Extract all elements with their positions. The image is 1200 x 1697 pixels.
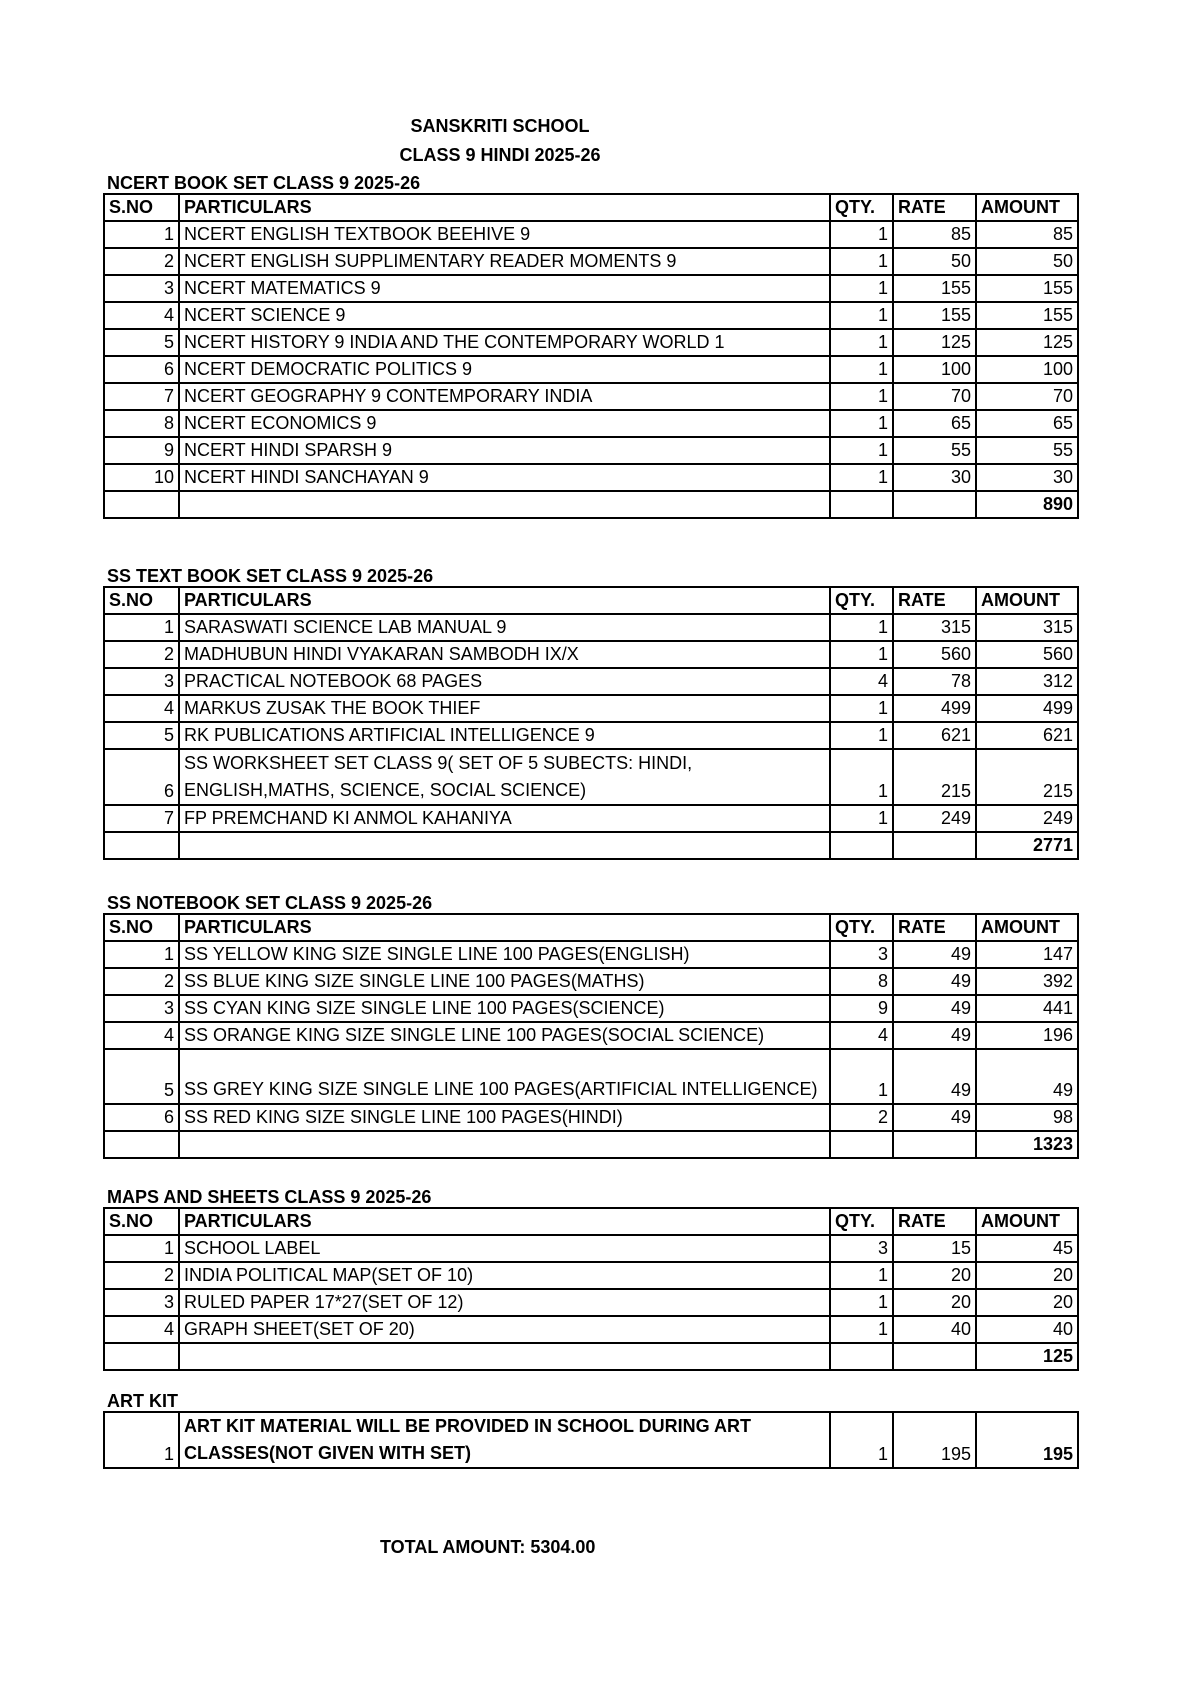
- cell-sno: 7: [104, 805, 179, 832]
- cell-rate: 55: [893, 437, 976, 464]
- cell-qty: 1: [830, 641, 893, 668]
- cell-rate: 78: [893, 668, 976, 695]
- table-row: [104, 1412, 1078, 1468]
- cell-rate: 155: [893, 302, 976, 329]
- cell-rate: 49: [893, 1049, 976, 1104]
- section-table: [103, 193, 1079, 519]
- cell-particulars: SS RED KING SIZE SINGLE LINE 100 PAGES(HINDI): [179, 1104, 830, 1131]
- cell-particulars: SS ORANGE KING SIZE SINGLE LINE 100 PAGES(SOCIAL SCIENCE): [179, 1022, 830, 1049]
- class-title: CLASS 9 HINDI 2025-26: [399, 145, 601, 165]
- cell-sno: 3: [104, 995, 179, 1022]
- cell-amount: 441: [976, 995, 1078, 1022]
- cell-rate: 49: [893, 1104, 976, 1131]
- cell-rate: 155: [893, 275, 976, 302]
- header-sno: S.NO: [104, 587, 179, 614]
- table-row: [104, 356, 1078, 383]
- cell-qty: 1: [830, 1316, 893, 1343]
- cell-sno: 5: [104, 1049, 179, 1104]
- section-heading: SS NOTEBOOK SET CLASS 9 2025-26: [107, 893, 433, 913]
- cell-rate: 49: [893, 1022, 976, 1049]
- cell-qty: 1: [830, 1262, 893, 1289]
- cell-sno: 5: [104, 329, 179, 356]
- table-row: [104, 1316, 1078, 1343]
- section-table: [103, 586, 1079, 860]
- cell-sno: 1: [104, 221, 179, 248]
- cell-rate: 30: [893, 464, 976, 491]
- cell-rate: 100: [893, 356, 976, 383]
- cell-qty: 1: [830, 383, 893, 410]
- cell-amount: 195: [976, 1412, 1078, 1468]
- cell-sno: 4: [104, 695, 179, 722]
- cell-rate: 499: [893, 695, 976, 722]
- table-row: [104, 1049, 1078, 1104]
- cell-empty: [893, 1343, 976, 1370]
- table-row: [104, 722, 1078, 749]
- cell-amount: 45: [976, 1235, 1078, 1262]
- cell-sno: 6: [104, 356, 179, 383]
- cell-qty: 1: [830, 356, 893, 383]
- table-row: [104, 248, 1078, 275]
- cell-rate: 249: [893, 805, 976, 832]
- header-particulars: PARTICULARS: [179, 914, 830, 941]
- cell-amount: 155: [976, 302, 1078, 329]
- cell-amount: 621: [976, 722, 1078, 749]
- cell-qty: 4: [830, 1022, 893, 1049]
- table-row: [104, 1262, 1078, 1289]
- cell-amount: 85: [976, 221, 1078, 248]
- table-row: [104, 1022, 1078, 1049]
- cell-sno: 1: [104, 1412, 179, 1468]
- table-row: [104, 614, 1078, 641]
- cell-rate: 40: [893, 1316, 976, 1343]
- table-row: [104, 641, 1078, 668]
- cell-qty: 8: [830, 968, 893, 995]
- header-sno: S.NO: [104, 194, 179, 221]
- cell-empty: [179, 832, 830, 859]
- header-amount: AMOUNT: [976, 194, 1078, 221]
- table-row: [104, 968, 1078, 995]
- cell-sno: 3: [104, 668, 179, 695]
- cell-amount: 215: [976, 749, 1078, 805]
- cell-empty: [830, 491, 893, 518]
- section-total-row: [104, 1343, 1078, 1370]
- cell-particulars: SS YELLOW KING SIZE SINGLE LINE 100 PAGES(ENGLISH): [179, 941, 830, 968]
- cell-particulars: NCERT ECONOMICS 9: [179, 410, 830, 437]
- section-total-row: [104, 1131, 1078, 1158]
- section-total-row: [104, 832, 1078, 859]
- cell-empty: [830, 1343, 893, 1370]
- cell-particulars: NCERT HINDI SANCHAYAN 9: [179, 464, 830, 491]
- cell-sno: 6: [104, 1104, 179, 1131]
- table-header-row: [104, 1208, 1078, 1235]
- art-kit-table: [103, 1411, 1079, 1469]
- cell-amount: 50: [976, 248, 1078, 275]
- cell-rate: 315: [893, 614, 976, 641]
- cell-rate: 49: [893, 941, 976, 968]
- cell-amount: 196: [976, 1022, 1078, 1049]
- cell-qty: 1: [830, 1412, 893, 1468]
- cell-empty: [830, 832, 893, 859]
- cell-amount: 392: [976, 968, 1078, 995]
- cell-amount: 100: [976, 356, 1078, 383]
- cell-qty: 3: [830, 1235, 893, 1262]
- cell-particulars: RK PUBLICATIONS ARTIFICIAL INTELLIGENCE 9: [179, 722, 830, 749]
- cell-amount: 30: [976, 464, 1078, 491]
- cell-sno: 2: [104, 248, 179, 275]
- cell-sno: 1: [104, 941, 179, 968]
- cell-rate: 215: [893, 749, 976, 805]
- header-qty: QTY.: [830, 587, 893, 614]
- cell-amount: 70: [976, 383, 1078, 410]
- section-heading: SS TEXT BOOK SET CLASS 9 2025-26: [107, 566, 434, 586]
- cell-particulars: PRACTICAL NOTEBOOK 68 PAGES: [179, 668, 830, 695]
- table-row: [104, 805, 1078, 832]
- cell-qty: 2: [830, 1104, 893, 1131]
- table-row: [104, 1235, 1078, 1262]
- cell-sno: 7: [104, 383, 179, 410]
- section-total: 1323: [976, 1131, 1078, 1158]
- table-row: [104, 383, 1078, 410]
- cell-particulars: SARASWATI SCIENCE LAB MANUAL 9: [179, 614, 830, 641]
- header-particulars: PARTICULARS: [179, 587, 830, 614]
- cell-rate: 560: [893, 641, 976, 668]
- cell-sno: 2: [104, 641, 179, 668]
- cell-sno: 4: [104, 1022, 179, 1049]
- art-kit-heading: ART KIT: [107, 1391, 178, 1411]
- table-row: [104, 695, 1078, 722]
- section-table: [103, 913, 1079, 1159]
- cell-particulars: FP PREMCHAND KI ANMOL KAHANIYA: [179, 805, 830, 832]
- table-row: [104, 464, 1078, 491]
- header-particulars: PARTICULARS: [179, 1208, 830, 1235]
- header-rate: RATE: [893, 1208, 976, 1235]
- header-sno: S.NO: [104, 914, 179, 941]
- cell-amount: 55: [976, 437, 1078, 464]
- cell-rate: 49: [893, 968, 976, 995]
- table-row: [104, 302, 1078, 329]
- cell-qty: 9: [830, 995, 893, 1022]
- cell-sno: 1: [104, 614, 179, 641]
- cell-rate: 65: [893, 410, 976, 437]
- cell-amount: 155: [976, 275, 1078, 302]
- cell-qty: 1: [830, 695, 893, 722]
- cell-rate: 49: [893, 995, 976, 1022]
- section-table: [103, 1207, 1079, 1371]
- cell-sno: 2: [104, 1262, 179, 1289]
- header-rate: RATE: [893, 587, 976, 614]
- table-row: [104, 410, 1078, 437]
- table-row: [104, 668, 1078, 695]
- table-header-row: [104, 914, 1078, 941]
- cell-amount: 147: [976, 941, 1078, 968]
- cell-amount: 125: [976, 329, 1078, 356]
- table-row: [104, 1104, 1078, 1131]
- cell-rate: 20: [893, 1262, 976, 1289]
- cell-empty: [104, 832, 179, 859]
- cell-particulars: NCERT ENGLISH SUPPLIMENTARY READER MOMENTS 9: [179, 248, 830, 275]
- cell-sno: 4: [104, 302, 179, 329]
- cell-sno: 3: [104, 1289, 179, 1316]
- cell-sno: 6: [104, 749, 179, 805]
- cell-particulars: NCERT HISTORY 9 INDIA AND THE CONTEMPORARY WORLD 1: [179, 329, 830, 356]
- cell-rate: 20: [893, 1289, 976, 1316]
- cell-empty: [830, 1131, 893, 1158]
- cell-particulars: SS WORKSHEET SET CLASS 9( SET OF 5 SUBECTS: HINDI, ENGLISH,MATHS, SCIENCE, SOCIAL SCIENCE): [179, 749, 830, 805]
- table-row: [104, 749, 1078, 805]
- cell-amount: 312: [976, 668, 1078, 695]
- table-row: [104, 941, 1078, 968]
- table-header-row: [104, 194, 1078, 221]
- cell-particulars: NCERT HINDI SPARSH 9: [179, 437, 830, 464]
- cell-qty: 1: [830, 464, 893, 491]
- header-sno: S.NO: [104, 1208, 179, 1235]
- header-particulars: PARTICULARS: [179, 194, 830, 221]
- header-rate: RATE: [893, 914, 976, 941]
- cell-qty: 1: [830, 302, 893, 329]
- table-header-row: [104, 587, 1078, 614]
- section-heading: MAPS AND SHEETS CLASS 9 2025-26: [107, 1187, 432, 1207]
- cell-rate: 195: [893, 1412, 976, 1468]
- cell-qty: 1: [830, 437, 893, 464]
- cell-amount: 65: [976, 410, 1078, 437]
- cell-particulars: NCERT SCIENCE 9: [179, 302, 830, 329]
- cell-empty: [179, 1131, 830, 1158]
- cell-particulars: MARKUS ZUSAK THE BOOK THIEF: [179, 695, 830, 722]
- cell-empty: [104, 1343, 179, 1370]
- header-qty: QTY.: [830, 1208, 893, 1235]
- cell-amount: 98: [976, 1104, 1078, 1131]
- section-total: 890: [976, 491, 1078, 518]
- section-heading: NCERT BOOK SET CLASS 9 2025-26: [107, 173, 421, 193]
- section-total-row: [104, 491, 1078, 518]
- cell-particulars: SS BLUE KING SIZE SINGLE LINE 100 PAGES(MATHS): [179, 968, 830, 995]
- cell-particulars: RULED PAPER 17*27(SET OF 12): [179, 1289, 830, 1316]
- cell-rate: 85: [893, 221, 976, 248]
- header-rate: RATE: [893, 194, 976, 221]
- cell-particulars: SS CYAN KING SIZE SINGLE LINE 100 PAGES(SCIENCE): [179, 995, 830, 1022]
- table-row: [104, 329, 1078, 356]
- cell-sno: 3: [104, 275, 179, 302]
- cell-rate: 125: [893, 329, 976, 356]
- cell-particulars: GRAPH SHEET(SET OF 20): [179, 1316, 830, 1343]
- cell-particulars: MADHUBUN HINDI VYAKARAN SAMBODH IX/X: [179, 641, 830, 668]
- cell-particulars: ART KIT MATERIAL WILL BE PROVIDED IN SCHOOL DURING ART CLASSES(NOT GIVEN WITH SET): [179, 1412, 830, 1468]
- cell-particulars: NCERT GEOGRAPHY 9 CONTEMPORARY INDIA: [179, 383, 830, 410]
- cell-particulars: SS GREY KING SIZE SINGLE LINE 100 PAGES(ARTIFICIAL INTELLIGENCE): [179, 1049, 830, 1104]
- cell-amount: 20: [976, 1289, 1078, 1316]
- cell-qty: 1: [830, 749, 893, 805]
- school-name: SANSKRITI SCHOOL: [410, 116, 590, 136]
- cell-amount: 315: [976, 614, 1078, 641]
- cell-particulars: NCERT DEMOCRATIC POLITICS 9: [179, 356, 830, 383]
- cell-amount: 40: [976, 1316, 1078, 1343]
- cell-sno: 9: [104, 437, 179, 464]
- cell-amount: 499: [976, 695, 1078, 722]
- cell-particulars: NCERT MATEMATICS 9: [179, 275, 830, 302]
- cell-empty: [104, 1131, 179, 1158]
- header-amount: AMOUNT: [976, 914, 1078, 941]
- cell-rate: 70: [893, 383, 976, 410]
- cell-empty: [893, 1131, 976, 1158]
- cell-amount: 560: [976, 641, 1078, 668]
- cell-sno: 5: [104, 722, 179, 749]
- cell-qty: 3: [830, 941, 893, 968]
- grand-total: TOTAL AMOUNT: 5304.00: [380, 1537, 596, 1557]
- section-total: 125: [976, 1343, 1078, 1370]
- cell-qty: 1: [830, 614, 893, 641]
- header-qty: QTY.: [830, 914, 893, 941]
- cell-sno: 1: [104, 1235, 179, 1262]
- cell-amount: 20: [976, 1262, 1078, 1289]
- cell-qty: 1: [830, 1049, 893, 1104]
- section-total: 2771: [976, 832, 1078, 859]
- cell-particulars: INDIA POLITICAL MAP(SET OF 10): [179, 1262, 830, 1289]
- cell-qty: 1: [830, 410, 893, 437]
- cell-sno: 2: [104, 968, 179, 995]
- cell-rate: 15: [893, 1235, 976, 1262]
- cell-amount: 249: [976, 805, 1078, 832]
- cell-particulars: NCERT ENGLISH TEXTBOOK BEEHIVE 9: [179, 221, 830, 248]
- cell-qty: 1: [830, 1289, 893, 1316]
- table-row: [104, 1289, 1078, 1316]
- cell-rate: 621: [893, 722, 976, 749]
- table-row: [104, 437, 1078, 464]
- table-row: [104, 221, 1078, 248]
- cell-amount: 49: [976, 1049, 1078, 1104]
- cell-qty: 1: [830, 722, 893, 749]
- table-row: [104, 995, 1078, 1022]
- cell-empty: [179, 491, 830, 518]
- cell-qty: 1: [830, 275, 893, 302]
- cell-sno: 10: [104, 464, 179, 491]
- cell-qty: 4: [830, 668, 893, 695]
- cell-qty: 1: [830, 805, 893, 832]
- header-amount: AMOUNT: [976, 587, 1078, 614]
- cell-empty: [893, 832, 976, 859]
- cell-qty: 1: [830, 221, 893, 248]
- cell-empty: [104, 491, 179, 518]
- cell-rate: 50: [893, 248, 976, 275]
- table-row: [104, 275, 1078, 302]
- cell-sno: 4: [104, 1316, 179, 1343]
- cell-empty: [893, 491, 976, 518]
- header-qty: QTY.: [830, 194, 893, 221]
- header-amount: AMOUNT: [976, 1208, 1078, 1235]
- cell-qty: 1: [830, 248, 893, 275]
- cell-empty: [179, 1343, 830, 1370]
- cell-sno: 8: [104, 410, 179, 437]
- cell-particulars: SCHOOL LABEL: [179, 1235, 830, 1262]
- cell-qty: 1: [830, 329, 893, 356]
